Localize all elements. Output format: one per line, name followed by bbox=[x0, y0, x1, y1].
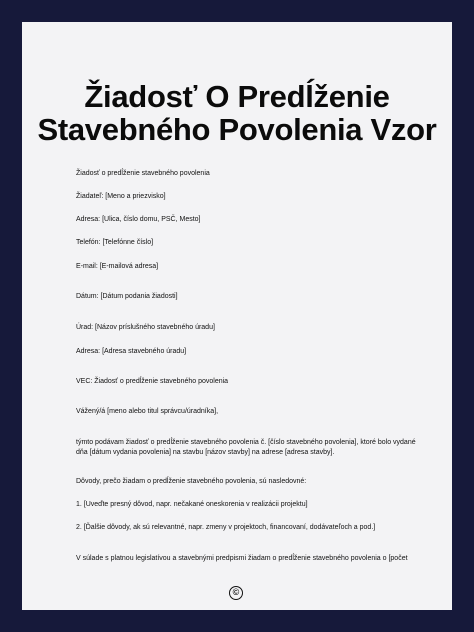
applicant-name: Žiadateľ: [Meno a priezvisko] bbox=[76, 193, 166, 200]
submission-date: Dátum: [Dátum podania žiadosti] bbox=[76, 293, 178, 300]
reason-2: 2. [Ďalšie dôvody, ak sú relevantné, napr. zmeny v projektoch, financovaní, dodávateľoch a pod.] bbox=[76, 524, 376, 531]
reasons-intro: Dôvody, prečo žiadam o predĺženie stavebného povolenia, sú nasledovné: bbox=[76, 478, 307, 485]
legislation-paragraph: V súlade s platnou legislatívou a stavebnými predpismi žiadam o predĺženie stavebného povolenia o [počet bbox=[76, 555, 408, 562]
title-line-1: Žiadosť O Predĺženie bbox=[84, 79, 390, 114]
applicant-phone: Telefón: [Telefónne číslo] bbox=[76, 239, 154, 246]
office-address: Adresa: [Adresa stavebného úradu] bbox=[76, 348, 187, 355]
subject-line: VEC: Žiadosť o predĺženie stavebného povolenia bbox=[76, 378, 229, 385]
request-paragraph: týmto podávam žiadosť o predĺženie stavebného povolenia č. [číslo stavebného povolenia], ktoré bolo vydané dňa [dátum vydania povolenia] na stavbu [názov stavby] na adrese [adresa stavby]. bbox=[76, 439, 416, 456]
document-page bbox=[22, 22, 452, 610]
reason-1: 1. [Uveďte presný dôvod, napr. nečakané oneskorenia v realizácii projektu] bbox=[76, 501, 308, 508]
applicant-address: Adresa: [Ulica, číslo domu, PSČ, Mesto] bbox=[76, 216, 201, 223]
salutation: Vážený/á [meno alebo titul správcu/úradníka], bbox=[76, 408, 219, 415]
document-title bbox=[22, 80, 452, 146]
office-name: Úrad: [Názov príslušného stavebného úradu] bbox=[76, 324, 215, 331]
title-line-2: Stavebného Povolenia Vzor bbox=[37, 112, 437, 147]
copyright-icon: © bbox=[229, 586, 243, 600]
applicant-email: E-mail: [E-mailová adresa] bbox=[76, 263, 159, 270]
subject-heading: Žiadosť o predĺženie stavebného povolenia bbox=[76, 170, 210, 177]
